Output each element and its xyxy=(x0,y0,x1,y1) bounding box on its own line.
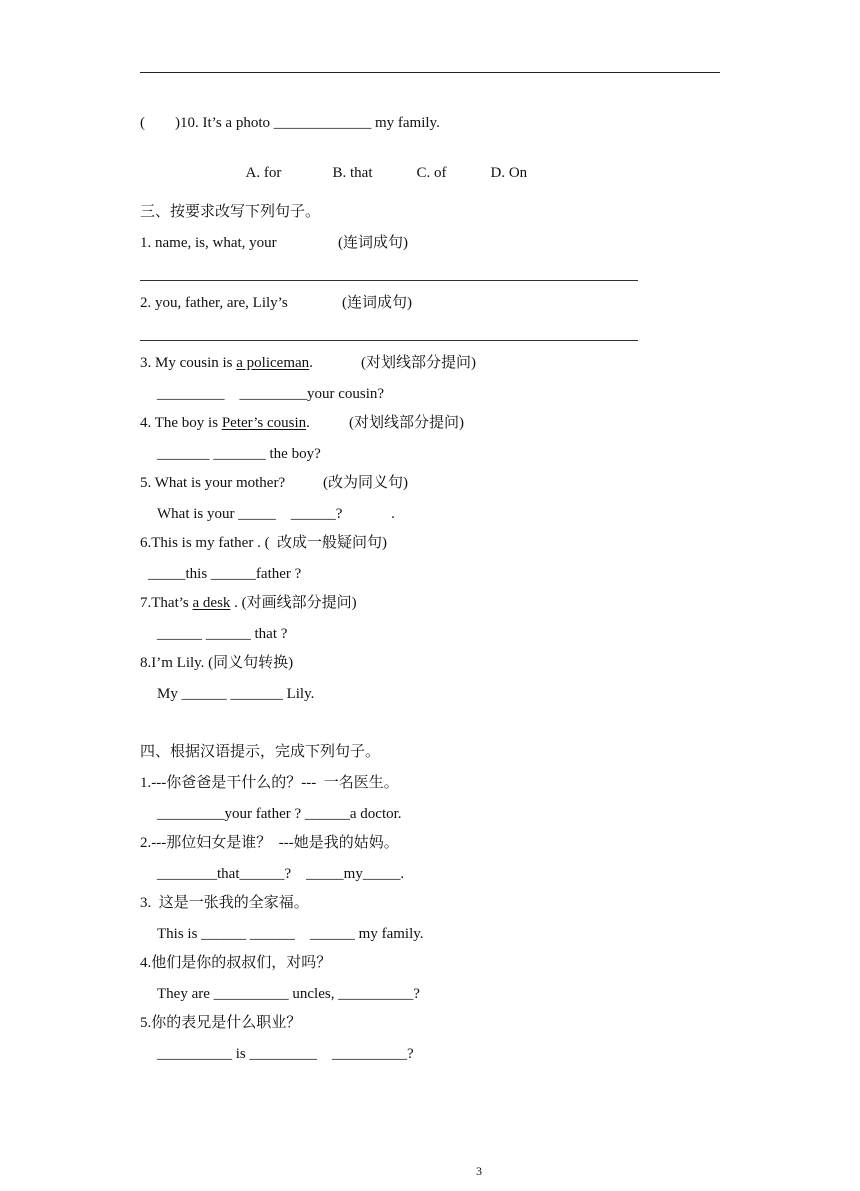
page-number: 3 xyxy=(476,1164,482,1178)
section-3-heading: 三、按要求改写下列句子。 xyxy=(140,204,321,220)
s3-item-4-answer[interactable]: _______ _______ the boy? xyxy=(157,446,321,462)
s3-item-8-text: 8.I’m Lily. (同义句转换) xyxy=(140,655,294,671)
s3-item-1-text: 1. name, is, what, your xyxy=(140,235,277,251)
header-rule xyxy=(140,72,720,73)
s3-item-7-answer[interactable]: ______ ______ that ? xyxy=(157,626,288,642)
s4-item-4-prompt: 4.他们是你的叔叔们，对吗？ xyxy=(140,955,332,971)
s4-item-5-answer[interactable]: __________ is _________ __________? xyxy=(157,1046,414,1062)
s4-item-3-answer[interactable]: This is ______ ______ ______ my family. xyxy=(157,926,424,942)
s3-item-2-answer-line[interactable] xyxy=(140,340,638,341)
s3-item-6-text: 6.This is my father . ( 改成一般疑问句) xyxy=(140,535,388,551)
s3-item-3-hint: (对划线部分提问) xyxy=(361,355,476,371)
s3-item-8-answer[interactable]: My ______ _______ Lily. xyxy=(157,686,315,702)
s3-item-7-text: 7.That’s a desk . (对画线部分提问) xyxy=(140,595,357,611)
choice-b: B. that xyxy=(332,165,373,181)
s4-item-2-answer[interactable]: ________that______? _____my_____. xyxy=(157,866,405,882)
s3-item-3-text: 3. My cousin is a policeman. xyxy=(140,355,313,371)
choice-c: C. of xyxy=(416,165,447,181)
s4-item-2-prompt: 2.---那位妇女是谁？ ---她是我的姑妈。 xyxy=(140,835,399,851)
s4-item-5-prompt: 5.你的表兄是什么职业？ xyxy=(140,1015,302,1031)
s4-item-3-prompt: 3. 这是一张我的全家福。 xyxy=(140,895,309,911)
s3-item-1-hint: (连词成句) xyxy=(338,235,408,251)
s4-item-1-prompt: 1.---你爸爸是干什么的？--- 一名医生。 xyxy=(140,775,399,791)
choice-a: A. for xyxy=(245,165,282,181)
s4-item-4-answer[interactable]: They are __________ uncles, __________? xyxy=(157,986,420,1002)
s3-item-4-hint: (对划线部分提问) xyxy=(349,415,464,431)
question-10-stem: ( )10. It’s a photo _____________ my family. xyxy=(140,115,440,131)
s3-item-2-text: 2. you, father, are, Lily’s xyxy=(140,295,288,311)
s3-item-2-hint: (连词成句) xyxy=(342,295,412,311)
s3-item-5-answer[interactable]: What is your _____ ______? . xyxy=(157,506,395,522)
s3-item-5-hint: (改为同义句) xyxy=(323,475,408,491)
s3-item-1-answer-line[interactable] xyxy=(140,280,638,281)
s3-item-5-text: 5. What is your mother? xyxy=(140,475,286,491)
s3-item-3-answer[interactable]: _________ _________your cousin? xyxy=(157,386,385,402)
s3-item-6-answer[interactable]: _____this ______father ? xyxy=(148,566,302,582)
section-4-heading: 四、根据汉语提示，完成下列句子。 xyxy=(140,744,381,760)
underlined-phrase: a policeman xyxy=(236,355,310,371)
underlined-phrase: a desk xyxy=(192,595,231,611)
s3-item-4-text: 4. The boy is Peter’s cousin. xyxy=(140,415,310,431)
s4-item-1-answer[interactable]: _________your father ? ______a doctor. xyxy=(157,806,402,822)
question-10-choices xyxy=(238,143,527,183)
underlined-phrase: Peter’s cousin xyxy=(221,415,307,431)
choice-d: D. On xyxy=(490,165,528,181)
